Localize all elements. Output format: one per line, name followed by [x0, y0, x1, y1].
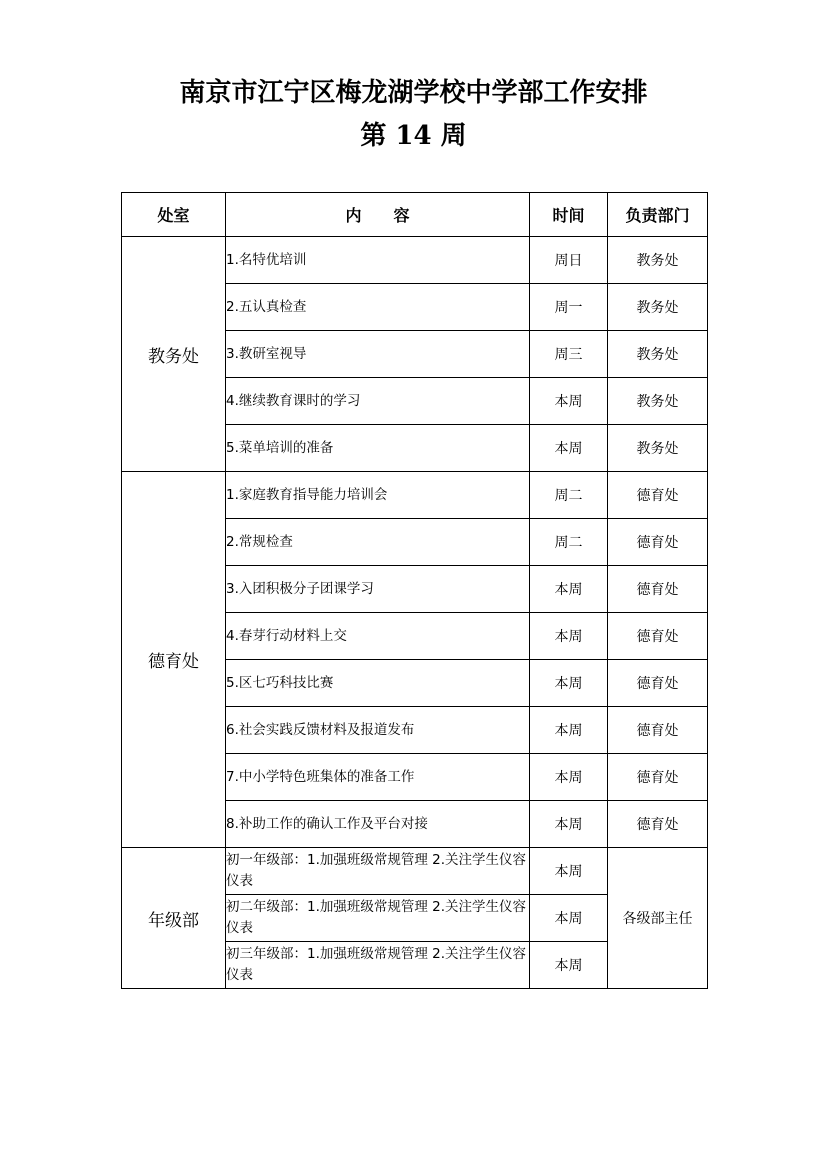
content-cell: 8.补助工作的确认工作及平台对接 — [226, 801, 530, 848]
content-cell: 6.社会实践反馈材料及报道发布 — [226, 707, 530, 754]
content-cell: 3.教研室视导 — [226, 331, 530, 378]
time-cell: 周二 — [530, 472, 608, 519]
content-cell: 3.入团积极分子团课学习 — [226, 566, 530, 613]
time-cell: 本周 — [530, 378, 608, 425]
time-cell: 本周 — [530, 566, 608, 613]
time-cell: 本周 — [530, 754, 608, 801]
owner-cell: 德育处 — [608, 801, 708, 848]
header-time: 时间 — [530, 193, 608, 237]
header-row — [122, 193, 708, 237]
content-cell: 初一年级部：1.加强班级常规管理 2.关注学生仪容仪表 — [226, 848, 530, 895]
time-cell: 周日 — [530, 237, 608, 284]
content-cell: 5.菜单培训的准备 — [226, 425, 530, 472]
dept-cell-deyu: 德育处 — [122, 472, 226, 848]
table-row — [122, 472, 708, 519]
table-row — [122, 237, 708, 284]
content-cell: 2.常规检查 — [226, 519, 530, 566]
content-cell: 初二年级部：1.加强班级常规管理 2.关注学生仪容仪表 — [226, 895, 530, 942]
owner-cell: 德育处 — [608, 707, 708, 754]
dept-cell-nianji: 年级部 — [122, 848, 226, 989]
content-cell: 1.家庭教育指导能力培训会 — [226, 472, 530, 519]
owner-cell-grade-heads: 各级部主任 — [608, 848, 708, 989]
page-title: 南京市江宁区梅龙湖学校中学部工作安排 — [179, 78, 648, 108]
header-content: 内 容 — [226, 193, 530, 237]
time-cell: 本周 — [530, 848, 608, 895]
content-cell: 1.名特优培训 — [226, 237, 530, 284]
time-cell: 本周 — [530, 425, 608, 472]
owner-cell: 德育处 — [608, 660, 708, 707]
owner-cell: 教务处 — [608, 237, 708, 284]
time-cell: 本周 — [530, 801, 608, 848]
content-cell: 2.五认真检查 — [226, 284, 530, 331]
content-cell: 初三年级部：1.加强班级常规管理 2.关注学生仪容仪表 — [226, 942, 530, 989]
time-cell: 本周 — [530, 942, 608, 989]
time-cell: 本周 — [530, 660, 608, 707]
owner-cell: 德育处 — [608, 613, 708, 660]
time-cell: 本周 — [530, 707, 608, 754]
week-label: 第 14 周 — [360, 121, 467, 151]
content-cell: 4.继续教育课时的学习 — [226, 378, 530, 425]
owner-cell: 德育处 — [608, 472, 708, 519]
owner-cell: 教务处 — [608, 378, 708, 425]
time-cell: 本周 — [530, 895, 608, 942]
owner-cell: 德育处 — [608, 566, 708, 613]
time-cell: 本周 — [530, 613, 608, 660]
header-owner: 负责部门 — [608, 193, 708, 237]
content-cell: 7.中小学特色班集体的准备工作 — [226, 754, 530, 801]
time-cell: 周一 — [530, 284, 608, 331]
owner-cell: 教务处 — [608, 425, 708, 472]
schedule-table — [121, 192, 708, 989]
owner-cell: 德育处 — [608, 519, 708, 566]
dept-cell-jiaowu: 教务处 — [122, 237, 226, 472]
header-dept: 处室 — [122, 193, 226, 237]
table-row — [122, 848, 708, 895]
content-cell: 4.春芽行动材料上交 — [226, 613, 530, 660]
time-cell: 周三 — [530, 331, 608, 378]
content-cell: 5.区七巧科技比赛 — [226, 660, 530, 707]
owner-cell: 教务处 — [608, 331, 708, 378]
time-cell: 周二 — [530, 519, 608, 566]
owner-cell: 德育处 — [608, 754, 708, 801]
owner-cell: 教务处 — [608, 284, 708, 331]
